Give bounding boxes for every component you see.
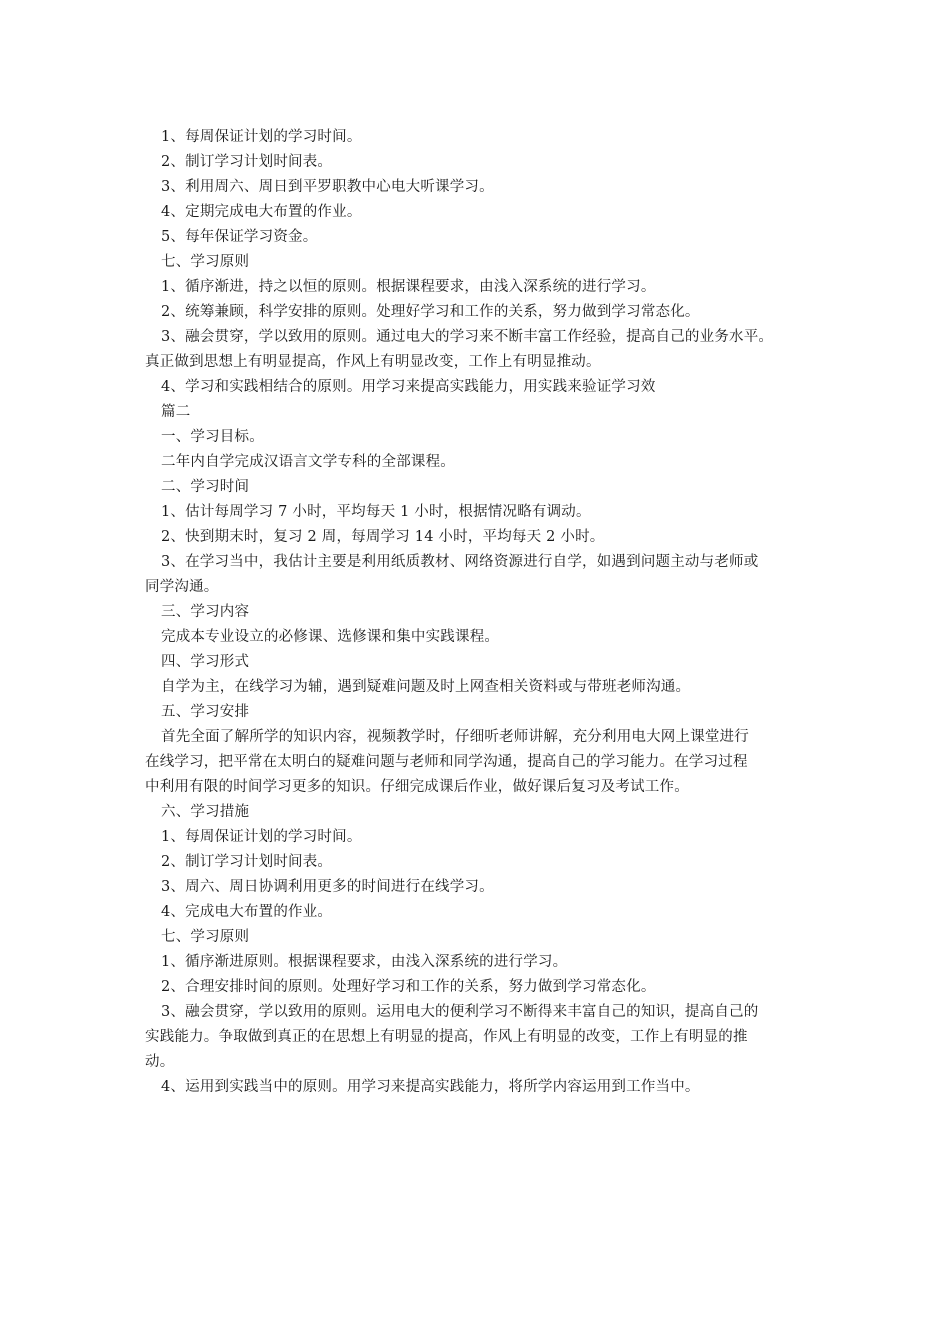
text-line: 2、快到期末时，复习 2 周，每周学习 14 小时，平均每天 2 小时。: [161, 529, 605, 545]
text-line: 2、统筹兼顾，科学安排的原则。处理好学习和工作的关系，努力做到学习常态化。: [161, 304, 700, 320]
text-line: 5、每年保证学习资金。: [161, 229, 318, 245]
section-heading: 篇二: [161, 404, 191, 420]
text-line: 自学为主，在线学习为辅，遇到疑难问题及时上网查相关资料或与带班老师沟通。: [161, 679, 691, 695]
section-heading: 一、学习目标。: [161, 429, 264, 445]
text-line: 1、循序渐进原则。根据课程要求，由浅入深系统的进行学习。: [161, 954, 568, 970]
text-line: 真正做到思想上有明显提高，作风上有明显改变，工作上有明显推动。: [145, 354, 601, 370]
text-line: 实践能力。争取做到真正的在思想上有明显的提高，作风上有明显的改变，工作上有明显的推: [145, 1029, 748, 1045]
text-line: 1、每周保证计划的学习时间。: [161, 129, 362, 145]
section-heading: 五、学习安排: [161, 704, 250, 720]
text-line: 3、融会贯穿，学以致用的原则。运用电大的便利学习不断得来丰富自己的知识，提高自己的: [161, 1004, 759, 1020]
section-heading: 三、学习内容: [161, 604, 250, 620]
text-line: 在线学习，把平常在太明白的疑难问题与老师和同学沟通，提高自己的学习能力。在学习过程: [145, 754, 748, 770]
text-line: 2、制订学习计划时间表。: [161, 154, 333, 170]
text-line: 3、在学习当中，我估计主要是利用纸质教材、网络资源进行自学，如遇到问题主动与老师或: [161, 554, 759, 570]
section-heading: 七、学习原则: [161, 929, 250, 945]
text-line: 首先全面了解所学的知识内容，视频教学时，仔细听老师讲解，充分利用电大网上课堂进行: [161, 729, 749, 745]
text-line: 中利用有限的时间学习更多的知识。仔细完成课后作业，做好课后复习及考试工作。: [145, 779, 689, 795]
text-line: 3、利用周六、周日到平罗职教中心电大听课学习。: [161, 179, 494, 195]
text-line: 完成本专业设立的必修课、选修课和集中实践课程。: [161, 629, 500, 645]
text-line: 3、周六、周日协调利用更多的时间进行在线学习。: [161, 879, 494, 895]
text-line: 1、估计每周学习 7 小时，平均每天 1 小时，根据情况略有调动。: [161, 504, 591, 520]
section-heading: 四、学习形式: [161, 654, 250, 670]
text-line: 1、每周保证计划的学习时间。: [161, 829, 362, 845]
text-line: 动。: [145, 1054, 175, 1070]
section-heading: 二、学习时间: [161, 479, 250, 495]
text-line: 1、循序渐进，持之以恒的原则。根据课程要求，由浅入深系统的进行学习。: [161, 279, 656, 295]
text-line: 4、完成电大布置的作业。: [161, 904, 333, 920]
text-line: 2、制订学习计划时间表。: [161, 854, 333, 870]
text-line: 4、定期完成电大布置的作业。: [161, 204, 362, 220]
text-line: 3、融会贯穿，学以致用的原则。通过电大的学习来不断丰富工作经验，提高自己的业务水平。: [161, 329, 774, 345]
text-line: 二年内自学完成汉语言文学专科的全部课程。: [161, 454, 455, 470]
section-heading: 六、学习措施: [161, 804, 250, 820]
section-heading: 七、学习原则: [161, 254, 250, 270]
text-line: 同学沟通。: [145, 579, 219, 595]
text-line: 4、学习和实践相结合的原则。用学习来提高实践能力，用实践来验证学习效: [161, 379, 656, 395]
text-line: 2、合理安排时间的原则。处理好学习和工作的关系，努力做到学习常态化。: [161, 979, 656, 995]
text-line: 4、运用到实践当中的原则。用学习来提高实践能力，将所学内容运用到工作当中。: [161, 1079, 700, 1095]
